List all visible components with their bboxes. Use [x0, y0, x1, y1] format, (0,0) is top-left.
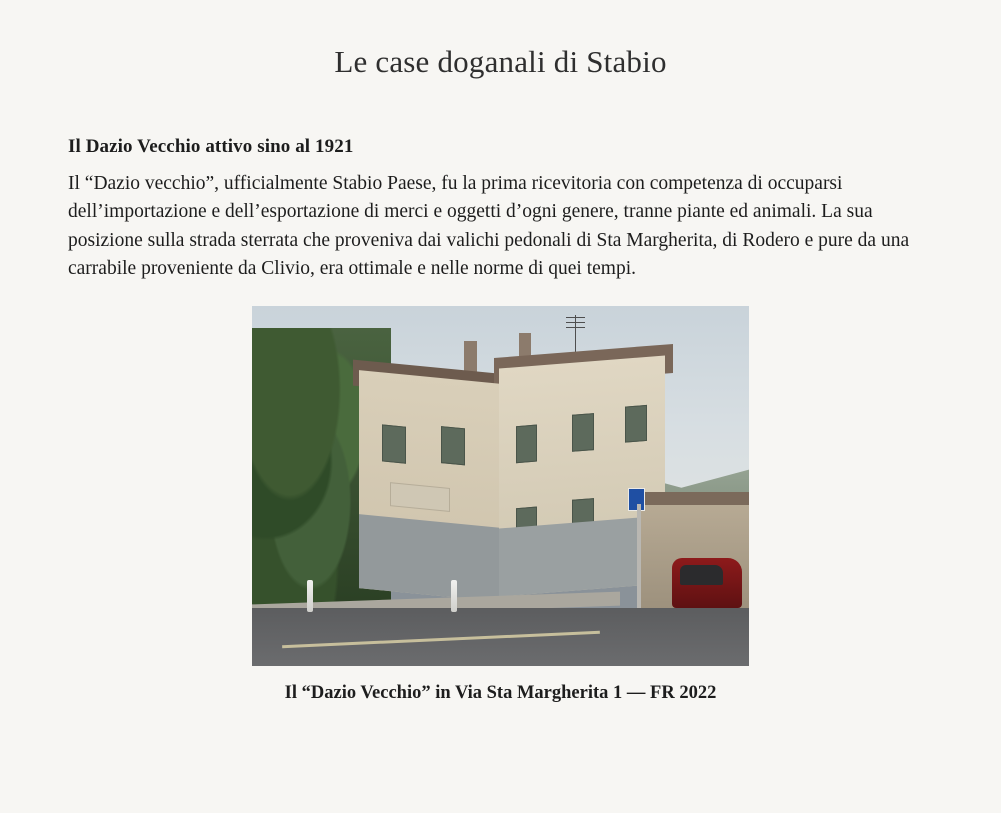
window	[516, 424, 538, 462]
body-paragraph: Il “Dazio vecchio”, ufficialmente Stabio Paese, fu la prima ricevitoria con competenza di occuparsi dell’importazione e dell’esportazione di merci e oggetti d’ogni genere, tranne piante ed animali. La sua posizione sulla strada sterrata che proveniva dai valichi pedonali di Sta Margherita, di Rodero e pure da una carrabile proveniente da Clivio, era ottimale e nelle norme di quei tempi.	[68, 173, 910, 280]
page-title: Le case doganali di Stabio	[334, 44, 667, 79]
window	[382, 425, 406, 464]
window	[625, 404, 647, 442]
figure	[252, 306, 749, 704]
parked-car	[672, 558, 742, 608]
section-subtitle: Il Dazio Vecchio attivo sino al 1921	[68, 136, 354, 157]
building	[359, 356, 667, 615]
wall-panel	[390, 482, 450, 512]
chimney	[464, 341, 478, 372]
figure-caption: Il “Dazio Vecchio” in Via Sta Margherita 1 — FR 2022	[284, 683, 717, 703]
sign-post	[637, 504, 641, 612]
text-block	[68, 136, 934, 284]
bollard	[307, 580, 313, 612]
parking-sign	[628, 488, 645, 511]
window	[441, 426, 465, 465]
plinth	[359, 514, 501, 602]
bollard	[451, 580, 457, 612]
facade-front	[359, 370, 501, 601]
photo-dazio-vecchio	[252, 306, 749, 666]
window	[572, 413, 594, 451]
